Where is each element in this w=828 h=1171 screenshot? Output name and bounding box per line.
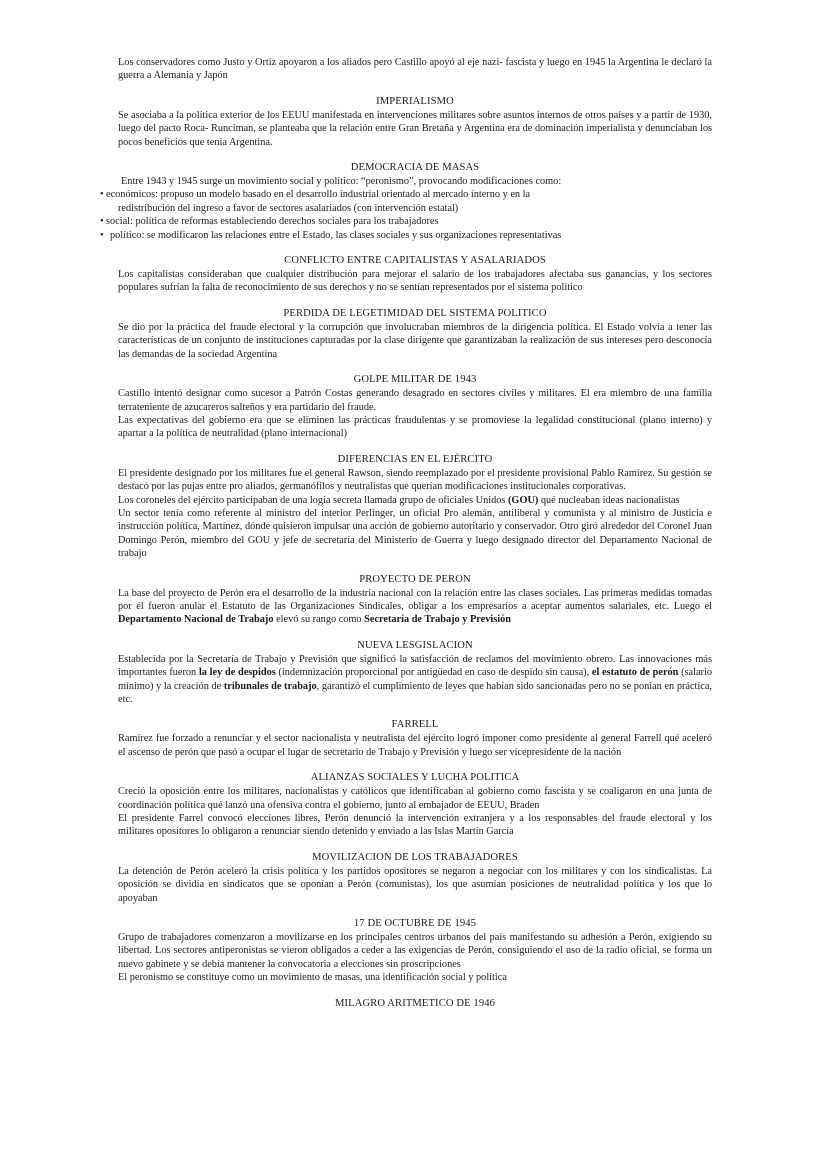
bold-text: Departamento Nacional de Trabajo [118, 614, 274, 626]
conflicto-section [118, 254, 712, 295]
nueva-heading: NUEVA LESGISLACION [357, 639, 473, 651]
intro-section [118, 56, 712, 83]
bold-text: (GOU) [508, 494, 539, 506]
milagro-heading: MILAGRO ARITMETICO DE 1946 [334, 997, 496, 1009]
alianzas-paragraph: El presidente Farrel convocó elecciones libres, Perón denunció la intervención extranjera y a los responsables del fraude electoral y los militares opositores lo obligaron a renunciar siendo detenido y enviado a las Islas Martín García [118, 813, 712, 838]
diferencias-paragraph: Un sector tenía como referente al ministro del interior Perlinger, un oficial Pro alemán, antiliberal y comunista y al ministro de Justicia e instrucción política, Martínez, dónde quisieron impulsar una acción de gobierno autoritario y conservador. Otro giró alrededor del Coronel Juan Domingo Perón, miembro del GOU y jefe de secretaría del Ministerio de Guerra y luego designado director del Departamento Nacional de trabajo [118, 507, 712, 560]
conflicto-paragraph: Los capitalistas consideraban que cualquier distribución para mejorar el salario de los trabajadores afectaba sus ganancias, y los sectores populares sufrían la falta de reconocimiento de sus derechos y no se sentían representados por el sistema político [118, 269, 712, 294]
intro-paragraph: Los conservadores como Justo y Ortiz apoyaron a los aliados pero Castillo apoyó al eje nazi- fascista y luego en 1945 la Argentina le declaró la guerra a Alemania y Japón [118, 57, 712, 82]
diferencias-section [118, 453, 712, 561]
nueva-section [118, 639, 712, 707]
diferencias-paragraph: El presidente designado por los militares fue el general Rawson, siendo reemplazado por el presidente provisional Pablo Ramírez. Su gestión se destacó por las pujas entre pro aliados, germanófilos y neutralistas que querían modificaciones institucionales corporativas. [118, 467, 712, 493]
farrell-section [118, 718, 712, 759]
proyecto-heading: PROYECTO DE PERON [359, 573, 471, 585]
octubre-heading: 17 DE OCTUBRE DE 1945 [353, 918, 477, 930]
octubre-paragraph: El peronismo se constituye como un movimiento de masas, una identificación social y política [118, 972, 507, 984]
alianzas-heading: ALIANZAS SOCIALES Y LUCHA POLITICA [310, 772, 520, 784]
bullet-icon: • [100, 189, 104, 201]
imperialismo-heading: IMPERIALISMO [376, 95, 454, 107]
perdida-heading: PERDIDA DE LEGETIMIDAD DEL SISTEMA POLITICO [283, 307, 547, 319]
movilizacion-heading: MOVILIZACION DE LOS TRABAJADORES [312, 851, 518, 863]
text-run: (salario mínimo) y la creación de [118, 667, 713, 692]
diferencias-heading: DIFERENCIAS EN EL EJÉRCITO [337, 453, 493, 465]
text-run: , garantizó el cumplimiento de leyes que habían sido sancionadas pero no se ponían en práctica, etc. [118, 680, 712, 705]
text-run: La base del proyecto de Perón era el desarrollo de la industria nacional con la relación entre las clases sociales. Las primeras medidas tomadas por él fueron anular el Estatuto de las Organizaciones Sindicales, obligar a los empresarios a aceptar aumentos salariales, etc. Luego el [118, 587, 712, 612]
document-page [100, 56, 713, 1011]
text-run: elevó su rango como [273, 614, 365, 626]
list-item [100, 188, 712, 215]
movilizacion-section [118, 851, 712, 905]
text-run: Establecida por la Secretaría de Trabajo y Previsión que significó la satisfacción de reclamos del movimiento obrero. Las innovaciones más importantes fueron [118, 653, 712, 679]
conflicto-heading: CONFLICTO ENTRE CAPITALISTAS Y ASALARIADOS [284, 255, 546, 267]
diferencias-paragraph [118, 494, 712, 507]
golpe-paragraph: Las expectativas del gobierno era que se eliminen las prácticas fraudulentas y se promoviese la legalidad constitucional (plano interno) y apartar a la política de neutralidad (plano internacional) [118, 414, 712, 440]
bold-text: la ley de despidos [198, 667, 276, 679]
list-item-text: redistribución del ingreso a favor de sectores asalariados (con intervención estatal) [118, 202, 459, 214]
list-item-text: económicos: propuso un modelo basado en el desarrollo industrial orientado al mercado interno y en la [106, 189, 531, 201]
democracia-intro: Entre 1943 y 1945 surge un movimiento social y político: “peronismo”, provocando modificaciones como: [121, 176, 562, 188]
proyecto-paragraph [118, 587, 712, 627]
bullet-icon: • [100, 216, 104, 228]
nueva-paragraph [118, 653, 712, 707]
list-item-text: político: se modificaron las relaciones entre el Estado, las clases sociales y sus organizaciones representativas [110, 229, 562, 241]
perdida-section [118, 307, 712, 361]
golpe-heading: GOLPE MILITAR DE 1943 [353, 374, 477, 386]
bold-text: Secretaría de Trabajo y Previsión [364, 614, 511, 626]
farrell-heading: FARRELL [391, 719, 439, 731]
imperialismo-paragraph: Se asociaba a la política exterior de los EEUU manifestada en intervenciones militares sobre asuntos internos de otros países y a partir de 1930, luego del pacto Roca- Runciman, se planteaba que la relación entre Gran Bretaña y Argentina era de dominación imperialista y denunciaban los pocos beneficios que tenía Argentina. [118, 109, 712, 148]
octubre-section [118, 917, 712, 985]
text-run: qué nucleaban ideas nacionalistas [538, 494, 680, 506]
bold-text: el estatuto de perón [591, 667, 679, 679]
golpe-paragraph: Castillo intentó designar como sucesor a Patrón Costas generando desagrado en sectores civiles y militares. El era miembro de una familia terrateniente de azucareros salteños y era partidario del fraude. [118, 388, 712, 413]
golpe-section [118, 373, 712, 441]
bullet-icon: • [100, 229, 104, 241]
democracia-heading: DEMOCRACIA DE MASAS [350, 162, 480, 174]
movilizacion-paragraph: La detención de Perón aceleró la crisis política y los partidos opositores se negaron a negociar con los militares y con los sindicalistas. La oposición se dividía en sindicatos que se oponían a Perón (comunistas), los que asumían posiciones de neutralidad política y los que lo apoyaban [118, 865, 712, 904]
democracia-list [100, 188, 712, 242]
milagro-section [118, 997, 712, 1011]
list-item [100, 215, 712, 228]
alianzas-section [118, 771, 712, 839]
alianzas-paragraph: Creció la oposición entre los militares, nacionalistas y católicos que identificaban al gobierno como fascista y se coaligaron en una junta de coordinación política qué lanzó una ofensiva contra el gobierno, junto al embajador de EEUU, Braden [118, 786, 712, 811]
list-item [100, 229, 712, 242]
octubre-paragraph: Grupo de trabajadores comenzaron a movilizarse en los principales centros urbanos del país manifestando su adhesión a Perón, exigiendo su libertad. Los sectores antiperonistas se vieron obligados a ceder a las exigencias de Perón, consiguiendo el uso de la radio oficial, se forma un nuevo gabinete y se debía mantener la convocatoria a elecciones sin proscripciones [118, 932, 712, 970]
farrell-paragraph: Ramírez fue forzado a renunciar y el sector nacionalista y neutralista del ejército logró imponer como presidente al general Farrell qué aceleró el ascenso de perón que pasó a ocupar el lugar de secretario de Trabajo y Previsión y luego ser vicepresidente de la nación [118, 733, 712, 758]
perdida-paragraph: Se dio por la práctica del fraude electoral y la corrupción que involucraban miembros de la dirigencia política. El Estado volvía a tener las características de un conjunto de instituciones capturadas por la clase dirigente que garantizaban la realización de sus intereses pero desconocía las demandas de la sociedad Argentina [118, 321, 712, 360]
bold-text: tribunales de trabajo [223, 680, 317, 692]
text-run: (indemnización proporcional por antigüedad en caso de despido sin causa), [275, 667, 592, 679]
imperialismo-section [118, 95, 712, 149]
democracia-section [100, 161, 712, 242]
proyecto-section [118, 573, 712, 627]
list-item-text: social: política de reformas estableciendo derechos sociales para los trabajadores [106, 216, 439, 228]
text-run: Los coroneles del ejército participaban de una logia secreta llamada grupo de oficiales Unidos [118, 494, 508, 506]
